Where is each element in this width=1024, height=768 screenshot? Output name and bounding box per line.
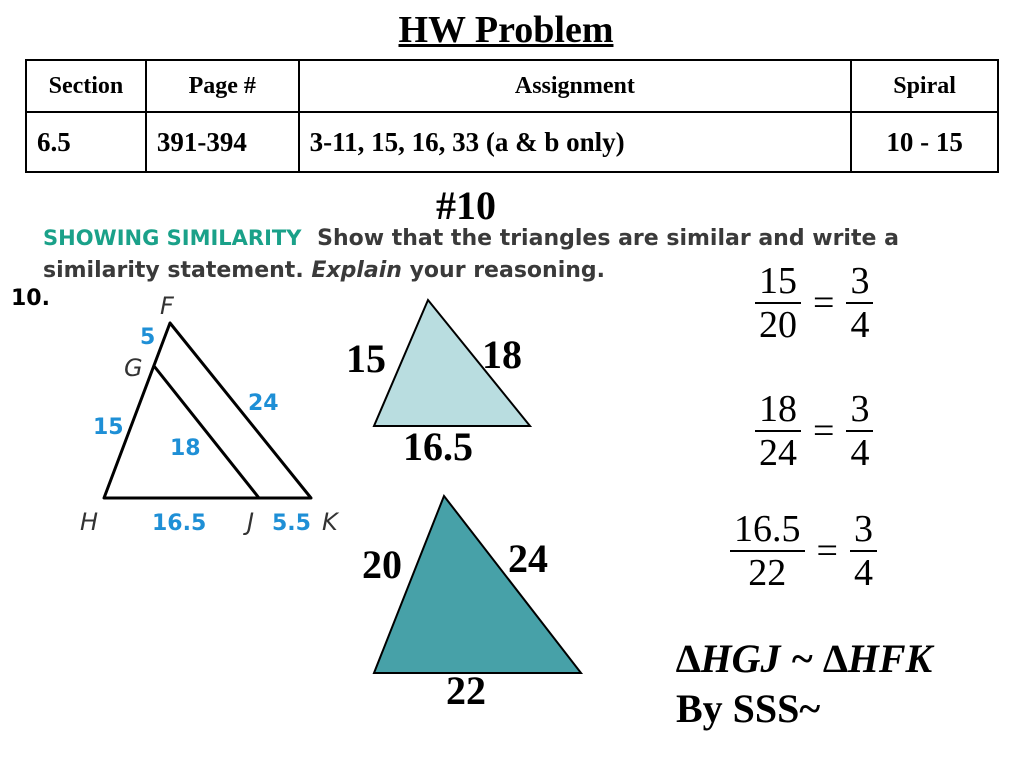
- exercise-number: 10.: [11, 286, 50, 311]
- prompt-italic: Explain: [311, 258, 402, 283]
- large-triangle: [374, 496, 581, 673]
- ratio-3-numerator: 16.5: [730, 508, 805, 552]
- measure-gh: 15: [93, 415, 124, 440]
- cell-spiral: 10 - 15: [851, 112, 998, 172]
- header-page: Page #: [146, 60, 299, 112]
- ratio-1-denominator: 20: [759, 304, 797, 346]
- ratio-2-result-num: 3: [846, 388, 873, 432]
- textbook-figure: [104, 323, 311, 498]
- segment-gj: [154, 366, 259, 498]
- small-side-right: 18: [482, 332, 522, 377]
- ratio-1-numerator: 15: [755, 260, 801, 304]
- vertex-k-label: K: [322, 508, 338, 536]
- page-title: HW Problem: [398, 9, 614, 51]
- vertex-f-label: F: [160, 292, 174, 320]
- large-side-bottom: 22: [446, 668, 486, 713]
- vertex-g-label: G: [124, 354, 143, 382]
- small-side-bottom: 16.5: [403, 424, 473, 469]
- ratio-1-result-den: 4: [850, 304, 870, 346]
- ratio-2: [755, 388, 873, 474]
- similarity-reason: By SSS~: [676, 686, 821, 731]
- prompt-text-b: your reasoning.: [409, 258, 605, 283]
- ratio-2-equals: =: [813, 410, 835, 452]
- prompt-header: SHOWING SIMILARITY: [43, 226, 302, 250]
- measure-hj: 16.5: [152, 511, 207, 536]
- similarity-statement: ∆HGJ ~ ∆HFK: [676, 636, 933, 681]
- vertex-h-label: H: [80, 508, 99, 536]
- large-side-right: 24: [508, 536, 548, 581]
- ratio-2-result-den: 4: [850, 432, 870, 474]
- ratio-3: [730, 508, 877, 594]
- vertex-j-label: J: [247, 508, 255, 536]
- ratio-3-result-num: 3: [850, 508, 877, 552]
- measure-fg: 5: [140, 325, 156, 350]
- header-section: Section: [26, 60, 146, 112]
- conclusion: [676, 634, 932, 734]
- ratio-2-numerator: 18: [755, 388, 801, 432]
- prompt-text-a: Show that the triangles are similar and write a similarity statement.: [43, 226, 899, 283]
- ratio-3-result-den: 4: [853, 552, 873, 594]
- measure-jk: 5.5: [272, 511, 311, 536]
- ratio-2-denominator: 24: [759, 432, 797, 474]
- measure-fk: 24: [248, 391, 279, 416]
- large-side-left: 20: [362, 542, 402, 587]
- header-spiral: Spiral: [851, 60, 998, 112]
- small-side-left: 15: [346, 336, 386, 381]
- cell-section: 6.5: [26, 112, 146, 172]
- ratio-1-result-num: 3: [846, 260, 873, 304]
- ratio-3-equals: =: [816, 530, 838, 572]
- measure-gj: 18: [170, 436, 201, 461]
- outer-triangle-hfk: [104, 323, 311, 498]
- cell-page: 391-394: [146, 112, 299, 172]
- ratio-1-equals: =: [813, 282, 835, 324]
- problem-heading: #10: [436, 183, 496, 228]
- ratio-3-denominator: 22: [748, 552, 787, 594]
- cell-assignment: 3-11, 15, 16, 33 (a & b only): [299, 112, 852, 172]
- ratio-1: [755, 260, 873, 346]
- header-assignment: Assignment: [299, 60, 852, 112]
